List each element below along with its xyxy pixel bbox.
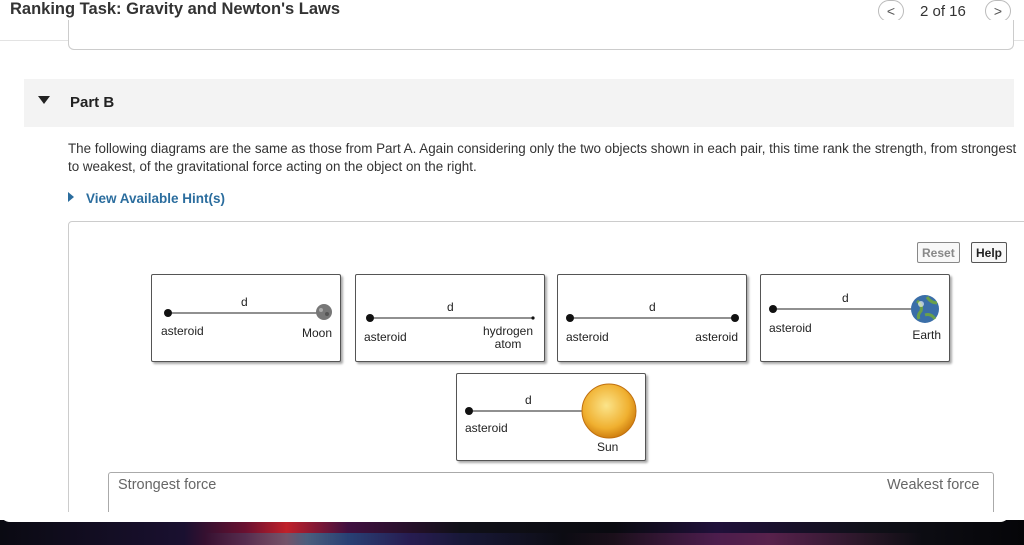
distance-label: d: [447, 300, 454, 314]
distance-label: d: [241, 295, 248, 309]
collapse-caret-icon[interactable]: [38, 96, 50, 104]
hydrogen-atom-icon: [531, 316, 534, 319]
left-object-label: asteroid: [769, 321, 812, 335]
strongest-force-label: Strongest force: [118, 477, 217, 493]
right-object-label: hydrogen atom: [482, 324, 534, 351]
desktop-background-strip: [0, 520, 1024, 545]
right-object-label: Moon: [301, 326, 332, 340]
right-object-label: Earth: [912, 328, 941, 342]
ranking-card-sun[interactable]: [456, 373, 646, 461]
right-object-label: Sun: [597, 440, 619, 454]
right-object-label: asteroid: [695, 330, 738, 344]
moon-icon: [316, 304, 332, 320]
next-item-button[interactable]: [985, 0, 1011, 22]
left-object-label: asteroid: [465, 421, 508, 435]
weakest-force-label: Weakest force: [887, 477, 980, 493]
expand-caret-icon[interactable]: [68, 192, 74, 202]
chevron-right-icon: >: [993, 3, 1003, 19]
help-button[interactable]: Help: [971, 242, 1007, 263]
distance-label: d: [842, 291, 849, 305]
reset-button[interactable]: Reset: [917, 242, 960, 263]
chevron-left-icon: <: [886, 3, 896, 19]
asteroid-icon: [164, 309, 172, 317]
part-a-panel-bottom: [68, 20, 1014, 50]
asteroid-icon: [465, 407, 473, 415]
question-text: The following diagrams are the same as those from Part A. Again considering only the two objects shown in each pair, this time rank the strength, from strongest to weakest, of the gravitational force acting on the object on the right.: [68, 141, 1017, 174]
part-b-header[interactable]: [24, 79, 1014, 127]
prev-item-button[interactable]: [878, 0, 904, 22]
left-object-label: asteroid: [566, 330, 609, 344]
page-bottom-edge: [0, 512, 1010, 522]
sun-icon: [582, 384, 636, 438]
distance-label: d: [649, 300, 656, 314]
distance-label: d: [525, 393, 532, 407]
part-b-title: Part B: [70, 94, 115, 111]
pager-text: 2 of 16: [920, 3, 966, 20]
left-object-label: asteroid: [364, 330, 407, 344]
ranking-card-asteroid[interactable]: [557, 274, 747, 362]
page-title: Ranking Task: Gravity and Newton's Laws: [10, 0, 341, 18]
asteroid-icon: [769, 305, 777, 313]
asteroid-icon: [731, 314, 739, 322]
asteroid-icon: [366, 314, 374, 322]
view-hints-link[interactable]: View Available Hint(s): [86, 191, 226, 206]
ranking-card-earth[interactable]: [760, 274, 950, 362]
ranking-card-hydrogen-atom[interactable]: [355, 274, 545, 362]
asteroid-icon: [566, 314, 574, 322]
left-object-label: asteroid: [161, 324, 204, 338]
ranking-card-moon[interactable]: [151, 274, 341, 362]
